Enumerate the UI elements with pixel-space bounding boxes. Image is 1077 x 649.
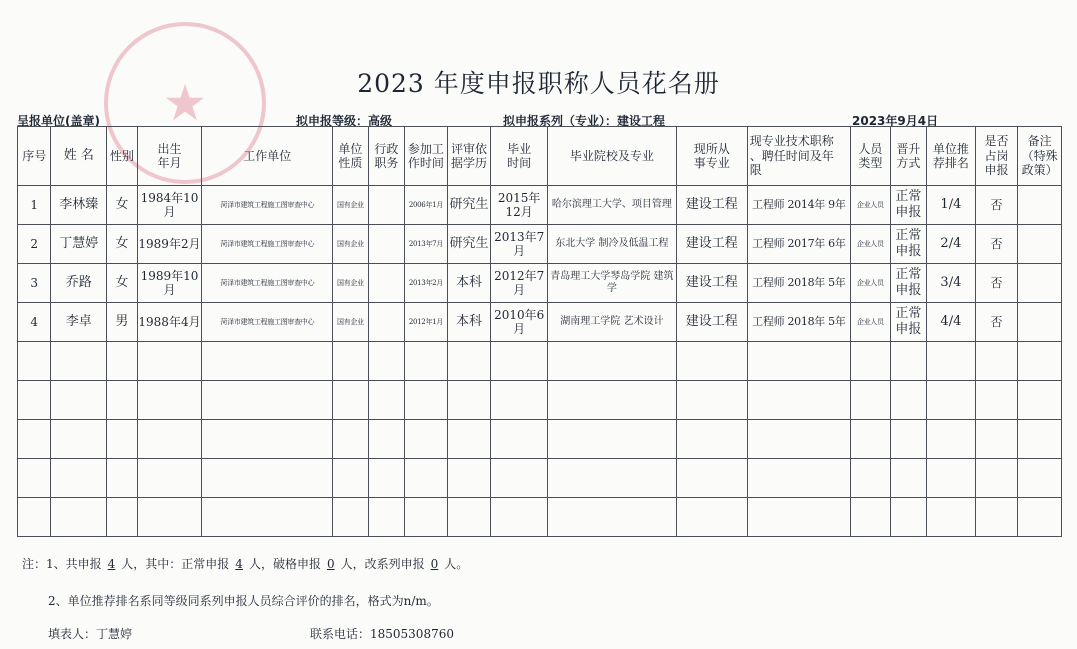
empty-cell: [107, 420, 137, 459]
cell-seq: 4: [18, 303, 51, 342]
empty-cell: [202, 459, 333, 498]
empty-cell: [491, 342, 548, 381]
cell-gender: 女: [107, 186, 137, 225]
empty-cell: [676, 459, 747, 498]
empty-cell: [491, 381, 548, 420]
empty-cell: [18, 381, 51, 420]
cell-title-time: 工程师 2017年 6年: [747, 225, 850, 264]
empty-cell: [927, 342, 976, 381]
cell-edu: 研究生: [447, 186, 491, 225]
empty-cell: [851, 381, 891, 420]
cell-promo: 正常 申报: [890, 303, 926, 342]
cell-nature: 国有企业: [333, 225, 368, 264]
empty-cell: [747, 459, 850, 498]
cell-remark: [1018, 225, 1062, 264]
cell-post: 否: [975, 264, 1018, 303]
empty-cell: [405, 498, 448, 537]
col-birth: 出生 年月: [137, 127, 202, 186]
empty-cell: [1018, 498, 1062, 537]
empty-cell: [447, 420, 491, 459]
col-seq: 序号: [18, 127, 51, 186]
roster-table: [17, 126, 1062, 537]
cell-field: 建设工程: [676, 303, 747, 342]
date-label: 2023年9月4日: [852, 114, 939, 128]
empty-cell: [927, 420, 976, 459]
empty-cell: [202, 498, 333, 537]
cell-person-type: 企业人员: [851, 186, 891, 225]
empty-cell: [447, 498, 491, 537]
empty-cell: [927, 459, 976, 498]
col-grad-time: 毕业 时间: [491, 127, 548, 186]
exceptional-count: 0: [326, 557, 335, 571]
cell-unit: 菏泽市建筑工程施工图审查中心: [202, 225, 333, 264]
cell-nature: 国有企业: [333, 264, 368, 303]
col-edu: 评审依 据学历: [447, 127, 491, 186]
col-unit: 工作单位: [202, 127, 333, 186]
cell-unit: 菏泽市建筑工程施工图审查中心: [202, 264, 333, 303]
cell-post: 否: [975, 303, 1018, 342]
empty-cell: [747, 342, 850, 381]
empty-cell: [975, 459, 1018, 498]
cell-person-type: 企业人员: [851, 264, 891, 303]
empty-cell: [333, 342, 368, 381]
cell-name: 丁慧婷: [51, 225, 107, 264]
cell-school: 青岛理工大学琴岛学院 建筑学: [548, 264, 677, 303]
empty-cell: [333, 381, 368, 420]
empty-cell: [137, 381, 202, 420]
empty-cell: [890, 420, 926, 459]
cell-field: 建设工程: [676, 186, 747, 225]
empty-cell: [927, 498, 976, 537]
cell-seq: 2: [18, 225, 51, 264]
cell-title-time: 工程师 2018年 5年: [747, 264, 850, 303]
empty-cell: [405, 381, 448, 420]
cell-post: 否: [975, 186, 1018, 225]
cell-birth: 1989年2月: [137, 225, 202, 264]
col-title-time: 现专业技术职称 、聘任时间及年 限: [747, 127, 850, 186]
empty-cell: [333, 420, 368, 459]
normal-count: 4: [235, 557, 243, 571]
empty-cell: [851, 420, 891, 459]
cell-rank: 2/4: [927, 225, 976, 264]
col-work-start: 参加工 作时间: [405, 127, 448, 186]
empty-cell: [975, 381, 1018, 420]
cell-promo: 正常 申报: [890, 186, 926, 225]
empty-cell: [202, 381, 333, 420]
empty-cell: [107, 381, 137, 420]
empty-cell: [447, 459, 491, 498]
empty-cell: [18, 498, 51, 537]
series-label: 拟申报系列（专业）：建设工程: [503, 114, 666, 128]
cell-grad-time: 2015年12月: [491, 186, 548, 225]
cell-admin: [368, 225, 404, 264]
empty-cell: [975, 342, 1018, 381]
empty-cell: [368, 420, 404, 459]
total-count: 4: [107, 557, 116, 571]
empty-row: [18, 459, 1062, 498]
empty-cell: [890, 498, 926, 537]
empty-cell: [1018, 459, 1062, 498]
cell-nature: 国有企业: [333, 303, 368, 342]
empty-cell: [18, 342, 51, 381]
filler-name: 填表人：丁慧婷: [48, 627, 133, 641]
cell-school: 哈尔滨理工大学、项目管理: [548, 186, 677, 225]
cell-school: 东北大学 制冷及低温工程: [548, 225, 677, 264]
col-gender: 性别: [107, 127, 137, 186]
empty-cell: [851, 459, 891, 498]
empty-row: [18, 381, 1062, 420]
cell-remark: [1018, 303, 1062, 342]
empty-cell: [107, 459, 137, 498]
empty-cell: [747, 381, 850, 420]
cell-birth: 1989年10月: [137, 264, 202, 303]
empty-row: [18, 498, 1062, 537]
empty-cell: [107, 342, 137, 381]
header-row: [18, 127, 1062, 186]
cell-remark: [1018, 264, 1062, 303]
empty-cell: [676, 420, 747, 459]
col-name: 姓 名: [51, 127, 107, 186]
cell-grad-time: 2012年7月: [491, 264, 548, 303]
empty-cell: [333, 498, 368, 537]
table-row: [18, 303, 1062, 342]
empty-cell: [975, 420, 1018, 459]
empty-cell: [51, 342, 107, 381]
cell-grad-time: 2013年7月: [491, 225, 548, 264]
empty-cell: [1018, 420, 1062, 459]
cell-grad-time: 2010年6月: [491, 303, 548, 342]
empty-cell: [202, 342, 333, 381]
cell-promo: 正常 申报: [890, 225, 926, 264]
empty-cell: [1018, 381, 1062, 420]
empty-cell: [890, 459, 926, 498]
empty-cell: [676, 498, 747, 537]
cell-post: 否: [975, 225, 1018, 264]
cell-name: 李林臻: [51, 186, 107, 225]
cell-unit: 菏泽市建筑工程施工图审查中心: [202, 303, 333, 342]
cell-work-start: 2013年7月: [405, 225, 448, 264]
note-2: 2、单位推荐排名系同等级同系列申报人员综合评价的排名，格式为n/m。: [48, 594, 439, 608]
empty-cell: [405, 459, 448, 498]
col-remark: 备注 （特殊 政策）: [1018, 127, 1062, 186]
cell-rank: 4/4: [927, 303, 976, 342]
cell-admin: [368, 186, 404, 225]
empty-cell: [491, 498, 548, 537]
cell-work-start: 2013年2月: [405, 264, 448, 303]
empty-cell: [851, 342, 891, 381]
cell-edu: 本科: [447, 303, 491, 342]
cell-admin: [368, 264, 404, 303]
cell-field: 建设工程: [676, 225, 747, 264]
cell-unit: 菏泽市建筑工程施工图审查中心: [202, 186, 333, 225]
empty-cell: [405, 342, 448, 381]
empty-row: [18, 420, 1062, 459]
empty-cell: [333, 459, 368, 498]
empty-cell: [747, 420, 850, 459]
cell-nature: 国有企业: [333, 186, 368, 225]
empty-cell: [447, 381, 491, 420]
cell-gender: 女: [107, 225, 137, 264]
col-person-type: 人员 类型: [851, 127, 891, 186]
seal-star-icon: ★: [162, 74, 208, 132]
cell-work-start: 2006年1月: [405, 186, 448, 225]
empty-cell: [137, 498, 202, 537]
empty-cell: [447, 342, 491, 381]
empty-cell: [202, 420, 333, 459]
empty-cell: [676, 381, 747, 420]
cell-name: 李卓: [51, 303, 107, 342]
empty-cell: [51, 381, 107, 420]
cell-title-time: 工程师 2014年 9年: [747, 186, 850, 225]
empty-cell: [890, 342, 926, 381]
cell-edu: 本科: [447, 264, 491, 303]
empty-cell: [548, 459, 677, 498]
cell-seq: 1: [18, 186, 51, 225]
empty-cell: [851, 498, 891, 537]
cell-gender: 男: [107, 303, 137, 342]
empty-cell: [51, 459, 107, 498]
col-admin: 行政 职务: [368, 127, 404, 186]
cell-rank: 3/4: [927, 264, 976, 303]
empty-cell: [927, 381, 976, 420]
cell-birth: 1984年10月: [137, 186, 202, 225]
empty-cell: [18, 420, 51, 459]
note-1: 注：1、共申报 4 人，其中：正常申报 4 人，破格申报 0 人，改系列申报 0 人。: [22, 557, 469, 571]
cell-person-type: 企业人员: [851, 225, 891, 264]
empty-cell: [548, 420, 677, 459]
document-title: 2023 年度申报职称人员花名册: [357, 69, 720, 98]
cell-admin: [368, 303, 404, 342]
empty-cell: [747, 498, 850, 537]
table-row: [18, 225, 1062, 264]
col-promo: 晋升 方式: [890, 127, 926, 186]
empty-cell: [676, 342, 747, 381]
cell-rank: 1/4: [927, 186, 976, 225]
empty-cell: [18, 459, 51, 498]
empty-cell: [491, 420, 548, 459]
cell-remark: [1018, 186, 1062, 225]
empty-cell: [548, 498, 677, 537]
empty-cell: [405, 420, 448, 459]
empty-row: [18, 342, 1062, 381]
table-row: [18, 264, 1062, 303]
col-field: 现所从 事专业: [676, 127, 747, 186]
cell-seq: 3: [18, 264, 51, 303]
col-school: 毕业院校及专业: [548, 127, 677, 186]
empty-cell: [368, 381, 404, 420]
empty-cell: [368, 459, 404, 498]
empty-cell: [51, 498, 107, 537]
empty-cell: [975, 498, 1018, 537]
empty-cell: [491, 459, 548, 498]
changed-count: 0: [430, 557, 439, 571]
empty-cell: [368, 498, 404, 537]
level-label: 拟申报等级：高级: [296, 114, 393, 128]
empty-cell: [368, 342, 404, 381]
empty-cell: [1018, 342, 1062, 381]
empty-cell: [890, 381, 926, 420]
cell-edu: 研究生: [447, 225, 491, 264]
empty-cell: [137, 459, 202, 498]
cell-name: 乔路: [51, 264, 107, 303]
contact-phone: 联系电话：18505308760: [310, 627, 454, 641]
empty-cell: [137, 420, 202, 459]
cell-promo: 正常 申报: [890, 264, 926, 303]
cell-school: 湖南理工学院 艺术设计: [548, 303, 677, 342]
cell-field: 建设工程: [676, 264, 747, 303]
cell-title-time: 工程师 2018年 5年: [747, 303, 850, 342]
table-row: [18, 186, 1062, 225]
empty-cell: [107, 498, 137, 537]
col-rank: 单位推 荐排名: [927, 127, 976, 186]
col-post: 是否 占岗 申报: [975, 127, 1018, 186]
cell-work-start: 2012年1月: [405, 303, 448, 342]
cell-person-type: 企业人员: [851, 303, 891, 342]
empty-cell: [548, 342, 677, 381]
empty-cell: [548, 381, 677, 420]
submit-unit-label: 呈报单位(盖章): [17, 114, 100, 128]
col-nature: 单位 性质: [333, 127, 368, 186]
empty-cell: [51, 420, 107, 459]
cell-gender: 女: [107, 264, 137, 303]
cell-birth: 1988年4月: [137, 303, 202, 342]
empty-cell: [137, 342, 202, 381]
